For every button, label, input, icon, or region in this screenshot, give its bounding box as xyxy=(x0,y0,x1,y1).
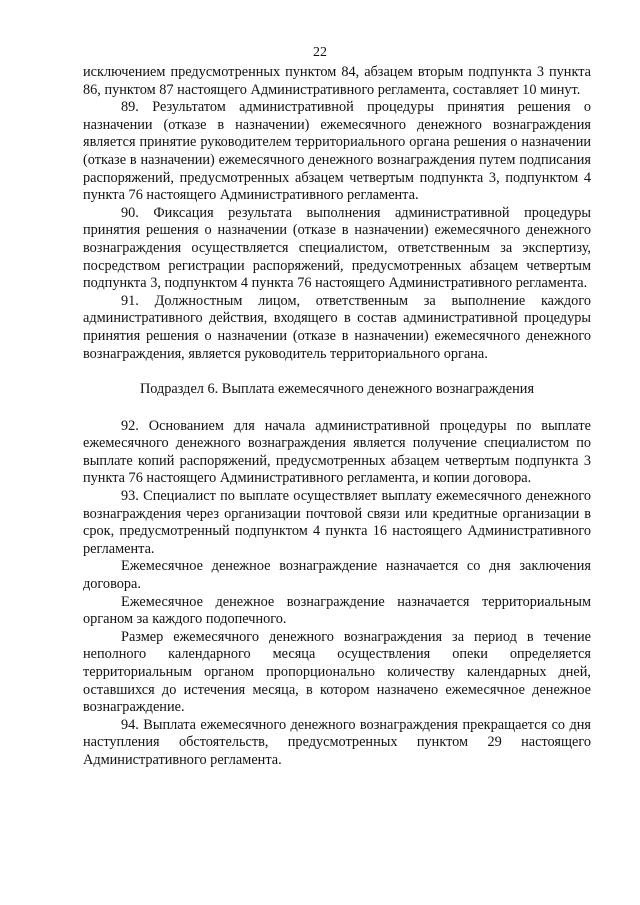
paragraph-93-partial-month: Размер ежемесячного денежного вознаграждения за период в течение неполного календарного месяца осуществления опеки определяется территориальным органом пропорционально количеству календарных дней, оставшихся до истечения месяца, в котором назначено ежемесячное денежное вознаграждение. xyxy=(83,628,591,716)
paragraph-93-start-date: Ежемесячное денежное вознаграждение назначается со дня заключения договора. xyxy=(83,558,591,593)
paragraph-90: 90. Фиксация результата выполнения административной процедуры принятия решения о назначении (отказе в назначении) ежемесячного денежного вознаграждения осуществляется специалистом, ответственным за экспертизу, посредством регистрации распоряжений, предусмотренных абзацем четвертым подпункта 3, подпунктом 4 пункта 76 настоящего Административного регламента. xyxy=(83,204,591,292)
subsection-heading: Подраздел 6. Выплата ежемесячного денежного вознаграждения xyxy=(139,381,535,398)
document-body xyxy=(83,64,591,770)
paragraph-94: 94. Выплата ежемесячного денежного вознаграждения прекращается со дня наступления обстоятельств, предусмотренных пунктом 29 настоящего Административного регламента. xyxy=(83,716,591,768)
paragraph-93: 93. Специалист по выплате осуществляет выплату ежемесячного денежного вознаграждения через организации почтовой связи или кредитные организации в срок, предусмотренный подпунктом 4 пункта 16 настоящего Административного регламента. xyxy=(83,488,591,557)
page-number: 22 xyxy=(313,45,327,60)
paragraph-continuation: исключением предусмотренных пунктом 84, абзацем вторым подпункта 3 пункта 86, пунктом 87 настоящего Административного регламента, составляет 10 минут. xyxy=(83,64,591,98)
paragraph-92: 92. Основанием для начала административной процедуры по выплате ежемесячного денежного вознаграждения является получение специалистом по выплате копий распоряжений, предусмотренных абзацем четвертым подпункта 3 пункта 76 настоящего Административного регламента, и копии договора. xyxy=(83,417,591,487)
paragraph-93-per-ward: Ежемесячное денежное вознаграждение назначается территориальным органом за каждого подопечного. xyxy=(83,593,591,628)
paragraph-89: 89. Результатом административной процедуры принятия решения о назначении (отказе в назначении) ежемесячного денежного вознаграждения является принятие руководителем территориального органа решения о назначении (отказе в назначении) ежемесячного денежного вознаграждения путем подписания распоряжений, предусмотренных абзацем четвертым подпункта 3, подпунктом 4 пункта 76 настоящего Административного регламента. xyxy=(83,99,591,204)
paragraph-91: 91. Должностным лицом, ответственным за выполнение каждого административного действия, входящего в состав административной процедуры принятия решения о назначении (отказе в назначении) ежемесячного денежного вознаграждения, является руководитель территориального органа. xyxy=(83,292,591,362)
